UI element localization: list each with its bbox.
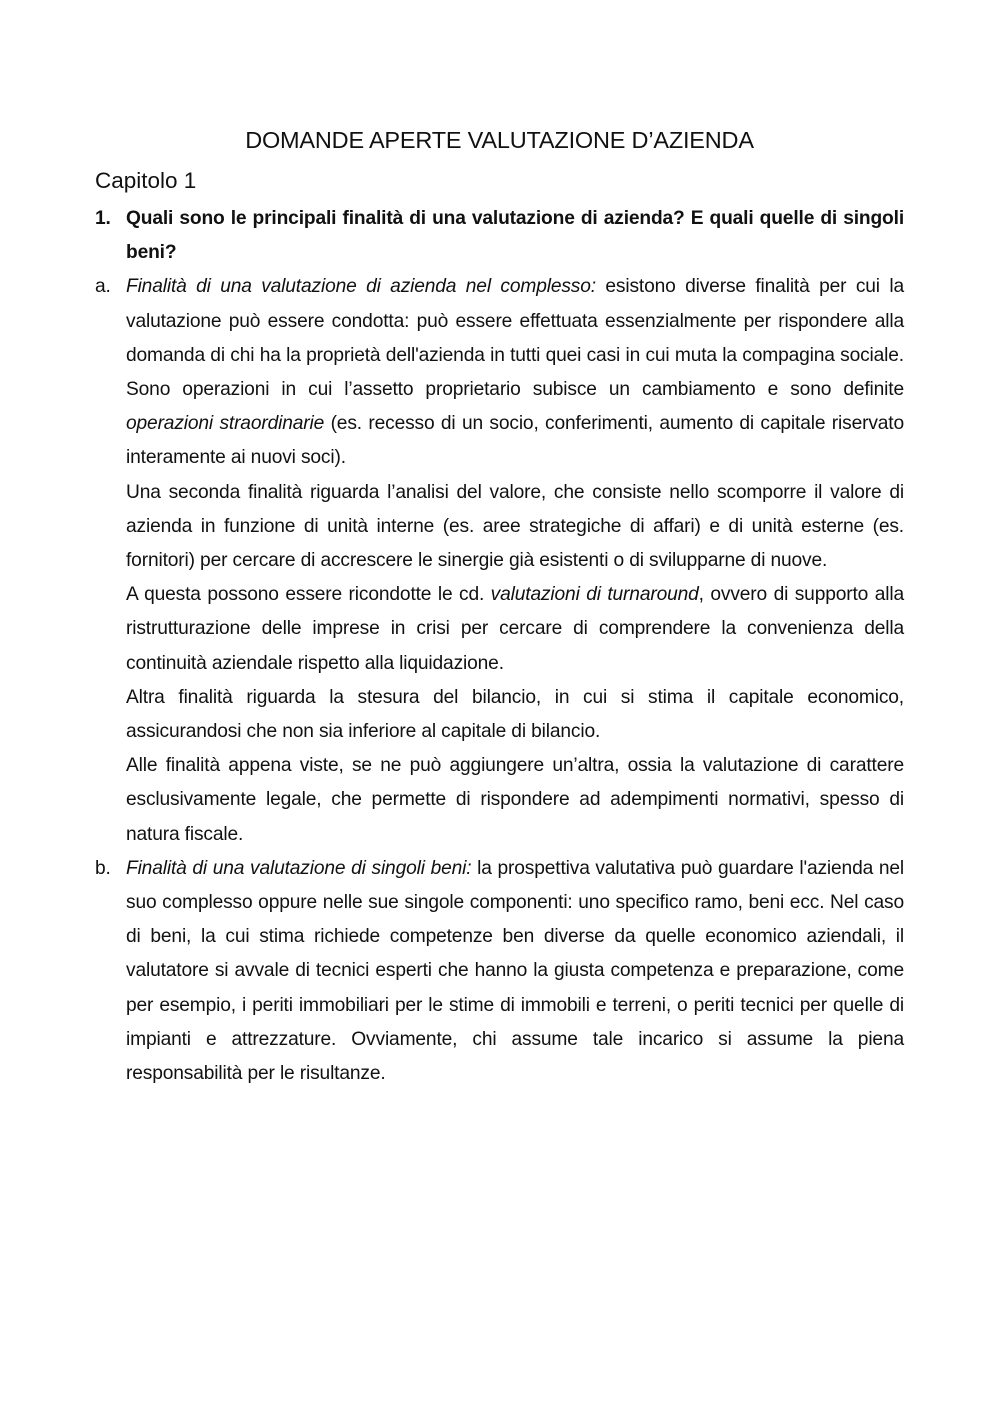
document-page — [95, 118, 904, 1091]
answer-a-p3-emphasis: valutazioni di turnaround — [490, 584, 699, 606]
answer-b-paragraph — [126, 852, 904, 1091]
answer-b-text: la prospettiva valutativa può guardare l'azienda nel suo complesso oppure nelle sue singole componenti: uno specifico ramo, beni ecc. Nel caso di beni, la cui stima richiede competenze ben diverse da quelle economico aziendali, il valutatore si avvale di tecnici esperti che hanno la giusta competenza e preparazione, come per esempio, i periti immobiliari per le stime di immobili e terreni, o periti tecnici per quelle di impianti e attrezzature. Ovviamente, chi assume tale incarico si assume la piena responsabilità per le risultanze. — [126, 857, 904, 1085]
answer-b-marker: b. — [95, 857, 111, 879]
answer-a-paragraph-5: Alle finalità appena viste, se ne può aggiungere un’altra, ossia la valutazione di carattere esclusivamente legale, che permette di rispondere ad adempimenti normativi, spesso di natura fiscale. — [126, 755, 904, 845]
answer-a-lead: Finalità di una valutazione di azienda nel complesso: — [126, 276, 596, 298]
answer-a-p1-emphasis: operazioni straordinarie — [126, 413, 325, 435]
question-item — [95, 202, 904, 270]
answer-a-paragraph-2: Una seconda finalità riguarda l’analisi del valore, che consiste nello scomporre il valore di azienda in funzione di unità interne (es. aree strategiche di affari) e di unità esterne (es. fornitori) per cercare di accrescere le sinergie già esistenti o di svilupparne di nuove. — [126, 481, 904, 572]
answer-a-marker: a. — [95, 276, 111, 298]
answer-b — [95, 852, 904, 1091]
question-text: Quali sono le principali finalità di una valutazione di azienda? E quali quelle di singoli beni? — [126, 208, 904, 264]
answer-a — [95, 270, 904, 851]
answer-a-p1-part1: esistono diverse finalità per cui la valutazione può essere condotta: può essere effettuata essenzialmente per rispondere alla domanda di chi ha la proprietà dell'azienda in tutti quei casi in cui muta la compagina sociale. Sono operazioni in cui l’assetto proprietario subisce un cambiamento e sono definite — [126, 276, 904, 401]
question-number: 1. — [95, 208, 111, 229]
answer-a-p3-part1: A questa possono essere ricondotte le cd. — [126, 584, 491, 606]
answer-b-lead: Finalità di una valutazione di singoli beni: — [126, 857, 472, 879]
answer-a-p3-part2: , ovvero di supporto alla ristrutturazione delle imprese in crisi per cercare di comprendere la convenienza della continuità aziendale rispetto alla liquidazione. — [126, 584, 904, 674]
answer-a-p1-part2: (es. recesso di un socio, conferimenti, aumento di capitale riservato interamente ai nuovi soci). — [126, 413, 904, 469]
answer-a-paragraph-4: Altra finalità riguarda la stesura del bilancio, in cui si stima il capitale economico, assicurandosi che non sia inferiore al capitale di bilancio. — [126, 686, 904, 743]
chapter-heading: Capitolo 1 — [95, 168, 197, 193]
answer-a-paragraph-1 — [126, 270, 904, 475]
document-title: DOMANDE APERTE VALUTAZIONE D’AZIENDA — [245, 127, 754, 153]
answer-a-paragraph-3 — [126, 578, 904, 681]
